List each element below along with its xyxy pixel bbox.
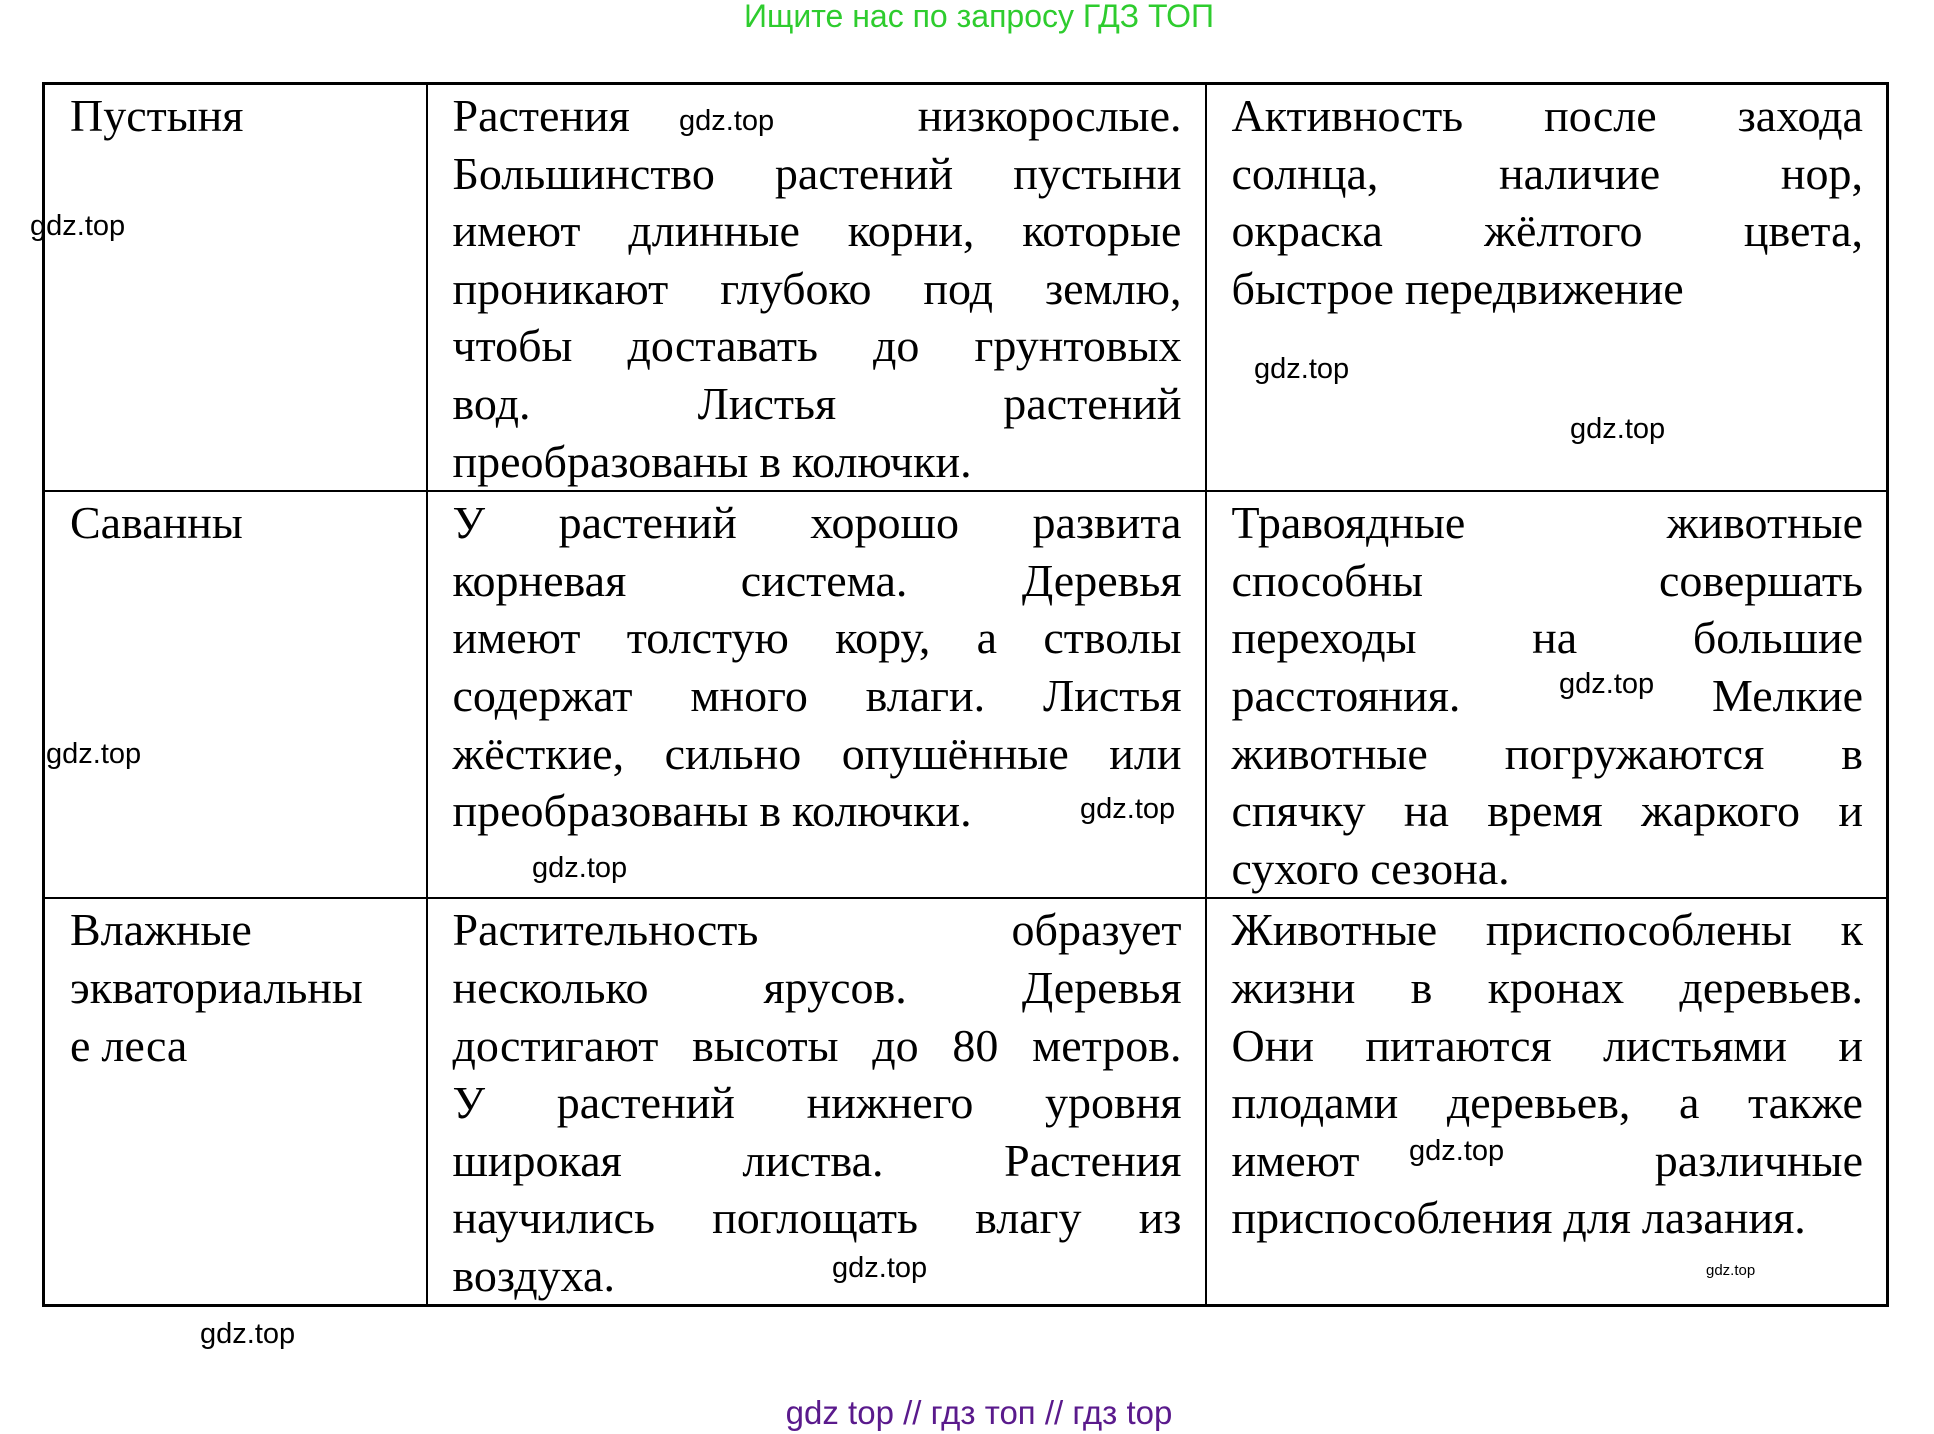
word: грунтовых <box>974 320 1182 372</box>
word: Животные <box>1231 904 1438 956</box>
animals-text-line <box>1232 260 1864 318</box>
word: длинные <box>628 205 800 257</box>
word: научились <box>452 1192 655 1244</box>
word: 80 <box>952 1019 999 1071</box>
word: животные <box>1666 497 1863 549</box>
watermark: gdz.top <box>532 852 628 884</box>
word: жёлтого <box>1484 205 1643 257</box>
word: из <box>1138 1192 1182 1244</box>
word: и <box>1838 785 1863 837</box>
word: к <box>1840 904 1863 956</box>
word: уровня <box>1045 1077 1182 1129</box>
word: толстую <box>626 612 789 664</box>
word: много <box>690 669 808 721</box>
word: Саванны <box>70 497 243 549</box>
word: экваториальны <box>70 961 363 1013</box>
animals-text-line <box>1232 145 1864 203</box>
word: развита <box>1032 497 1182 549</box>
word: погружаются <box>1504 727 1765 779</box>
word: Пустыня <box>70 90 244 141</box>
word: корневая <box>452 554 627 606</box>
animals-text-line <box>1232 667 1864 725</box>
word: несколько <box>452 961 649 1013</box>
plants-text-line <box>453 609 1182 667</box>
word: расстояния. <box>1231 669 1461 721</box>
search-hint-title: Ищите нас по запросу ГДЗ ТОП <box>744 0 1214 34</box>
word: опушённые <box>841 727 1069 779</box>
word: Активность <box>1231 90 1464 141</box>
word: воздуха. <box>452 1249 615 1301</box>
plants-text-line <box>453 87 1182 145</box>
watermark: gdz.top <box>832 1252 928 1284</box>
watermark: gdz.top <box>1080 793 1176 825</box>
word: е <box>70 1019 91 1071</box>
zone-cell <box>44 491 427 898</box>
word: Растительность <box>452 904 759 956</box>
word: У <box>452 1077 486 1129</box>
word: в <box>759 435 782 487</box>
plants-text-line <box>453 494 1182 552</box>
word: глубоко <box>720 262 872 314</box>
word: в <box>759 785 782 837</box>
word: кору, <box>835 612 931 664</box>
word: листва. <box>742 1134 884 1186</box>
animals-text-line <box>1232 901 1864 959</box>
word: Листья <box>1043 669 1182 721</box>
plants-text-line <box>453 782 1182 840</box>
word: также <box>1747 1077 1863 1129</box>
word: жаркого <box>1641 785 1800 837</box>
animals-text-line <box>1232 1074 1864 1132</box>
word: сезона. <box>1370 842 1510 894</box>
word: У <box>452 497 486 549</box>
plants-text-line <box>453 1247 1182 1305</box>
word: лазания. <box>1641 1192 1806 1244</box>
word: Мелкие <box>1711 669 1863 721</box>
word: или <box>1109 727 1182 779</box>
word: сильно <box>664 727 802 779</box>
word: нижнего <box>806 1077 974 1129</box>
zone-cell <box>44 898 427 1306</box>
word: а <box>1678 1077 1700 1129</box>
plants-cell <box>427 84 1206 492</box>
word: деревьев. <box>1679 961 1863 1013</box>
animals-text-line <box>1232 725 1864 783</box>
word: приспособления <box>1231 1192 1553 1244</box>
word: метров. <box>1032 1019 1182 1071</box>
word: Травоядные <box>1231 497 1466 549</box>
word: Большинство <box>452 147 715 199</box>
word: имеют <box>452 612 581 664</box>
word: а <box>976 612 998 664</box>
zone-text-line <box>70 1017 403 1075</box>
plants-text-line <box>453 202 1182 260</box>
animals-text-line <box>1232 959 1864 1017</box>
word: достигают <box>452 1019 659 1071</box>
plants-text-line <box>453 552 1182 610</box>
plants-text-line <box>453 1074 1182 1132</box>
animals-text-line <box>1232 1017 1864 1075</box>
word: растений <box>774 147 954 199</box>
word: система. <box>740 554 908 606</box>
watermark: gdz.top <box>679 105 775 137</box>
word: захода <box>1737 90 1863 141</box>
word: переходы <box>1231 612 1417 664</box>
plants-text-line <box>453 959 1182 1017</box>
plants-text-line <box>453 433 1182 491</box>
word: Влажные <box>70 904 252 956</box>
watermark: gdz.top <box>30 210 126 242</box>
word: чтобы <box>452 320 573 372</box>
animals-cell <box>1206 491 1888 898</box>
animals-text-line <box>1232 609 1864 667</box>
word: спячку <box>1231 785 1366 837</box>
word: большие <box>1692 612 1863 664</box>
word: преобразованы <box>452 785 749 837</box>
word: нор, <box>1780 147 1863 199</box>
animals-text-line <box>1232 840 1864 898</box>
watermark: gdz.top <box>200 1318 296 1350</box>
word: имеют <box>452 205 581 257</box>
word: растений <box>1003 377 1182 429</box>
word: леса <box>101 1019 188 1071</box>
animals-text-line <box>1232 494 1864 552</box>
word: поглощать <box>712 1192 918 1244</box>
word: животные <box>1231 727 1428 779</box>
plants-text-line <box>453 1189 1182 1247</box>
word: содержат <box>452 669 633 721</box>
word: широкая <box>452 1134 622 1186</box>
word: деревьев, <box>1446 1077 1631 1129</box>
word: наличие <box>1499 147 1661 199</box>
word: Они <box>1231 1019 1314 1071</box>
word: быстрое <box>1231 262 1394 314</box>
word: проникают <box>452 262 669 314</box>
word: Растения <box>452 90 630 141</box>
animals-cell <box>1206 898 1888 1306</box>
word: доставать <box>627 320 818 372</box>
word: листьями <box>1603 1019 1787 1071</box>
word: приспособлены <box>1485 904 1792 956</box>
watermark: gdz.top <box>1254 353 1350 385</box>
plants-text-line <box>453 1132 1182 1190</box>
word: различные <box>1654 1134 1863 1186</box>
animals-text-line <box>1232 87 1864 145</box>
watermark: gdz.top <box>1559 668 1655 700</box>
word: растений <box>556 1077 735 1129</box>
plants-text-line <box>453 317 1182 375</box>
word: влагу <box>975 1192 1082 1244</box>
zone-text-line <box>70 901 403 959</box>
word: цвета, <box>1743 205 1863 257</box>
word: способны <box>1231 554 1424 606</box>
watermark: gdz.top <box>1706 1262 1756 1279</box>
word: передвижение <box>1404 262 1684 314</box>
word: кронах <box>1487 961 1625 1013</box>
word: низкорослые. <box>917 90 1182 141</box>
word: хорошо <box>810 497 959 549</box>
word: сухого <box>1231 842 1360 894</box>
word: под <box>923 262 994 314</box>
plants-text-line <box>453 667 1182 725</box>
plants-text-line <box>453 1017 1182 1075</box>
zone-text-line <box>70 87 403 145</box>
word: стволы <box>1043 612 1182 664</box>
plants-text-line <box>453 375 1182 433</box>
word: влаги. <box>865 669 986 721</box>
word: окраска <box>1231 205 1383 257</box>
footer-watermark: gdz top // гдз топ // гдз top <box>785 1394 1173 1431</box>
word: в <box>1841 727 1863 779</box>
table-row <box>44 898 1888 1306</box>
animals-text-line <box>1232 1132 1864 1190</box>
word: образует <box>1011 904 1182 956</box>
animals-text-line <box>1232 202 1864 260</box>
word: высоты <box>692 1019 839 1071</box>
word: солнца, <box>1231 147 1379 199</box>
plants-cell <box>427 491 1206 898</box>
word: на <box>1532 612 1578 664</box>
plants-text-line <box>453 901 1182 959</box>
word: преобразованы <box>452 435 749 487</box>
plants-cell <box>427 898 1206 1306</box>
animals-text-line <box>1232 552 1864 610</box>
plants-text-line <box>453 145 1182 203</box>
word: до <box>873 320 920 372</box>
word: колючки. <box>792 785 972 837</box>
word: совершать <box>1658 554 1863 606</box>
animals-cell <box>1206 84 1888 492</box>
word: после <box>1544 90 1657 141</box>
word: Листья <box>697 377 837 429</box>
word: в <box>1410 961 1433 1013</box>
word: землю, <box>1044 262 1182 314</box>
word: ярусов. <box>763 961 907 1013</box>
word: время <box>1487 785 1603 837</box>
plants-text-line <box>453 260 1182 318</box>
word: пустыни <box>1013 147 1182 199</box>
word: Деревья <box>1021 554 1182 606</box>
word: которые <box>1022 205 1182 257</box>
word: жизни <box>1231 961 1356 1013</box>
watermark: gdz.top <box>1409 1135 1505 1167</box>
word: корни, <box>847 205 975 257</box>
watermark: gdz.top <box>1570 413 1666 445</box>
word: на <box>1403 785 1449 837</box>
word: вод. <box>452 377 531 429</box>
word: до <box>872 1019 919 1071</box>
word: питаются <box>1365 1019 1552 1071</box>
word: и <box>1838 1019 1863 1071</box>
zone-text-line <box>70 494 403 552</box>
watermark: gdz.top <box>46 738 142 770</box>
word: Деревья <box>1021 961 1182 1013</box>
plants-text-line <box>453 725 1182 783</box>
word: растений <box>558 497 737 549</box>
word: жёсткие, <box>452 727 625 779</box>
word: колючки. <box>792 435 972 487</box>
word: Растения <box>1004 1134 1182 1186</box>
zone-cell <box>44 84 427 492</box>
animals-text-line <box>1232 1189 1864 1247</box>
word: имеют <box>1231 1134 1360 1186</box>
animals-text-line <box>1232 782 1864 840</box>
word: для <box>1563 1192 1631 1244</box>
word: плодами <box>1231 1077 1399 1129</box>
zone-text-line <box>70 959 403 1017</box>
